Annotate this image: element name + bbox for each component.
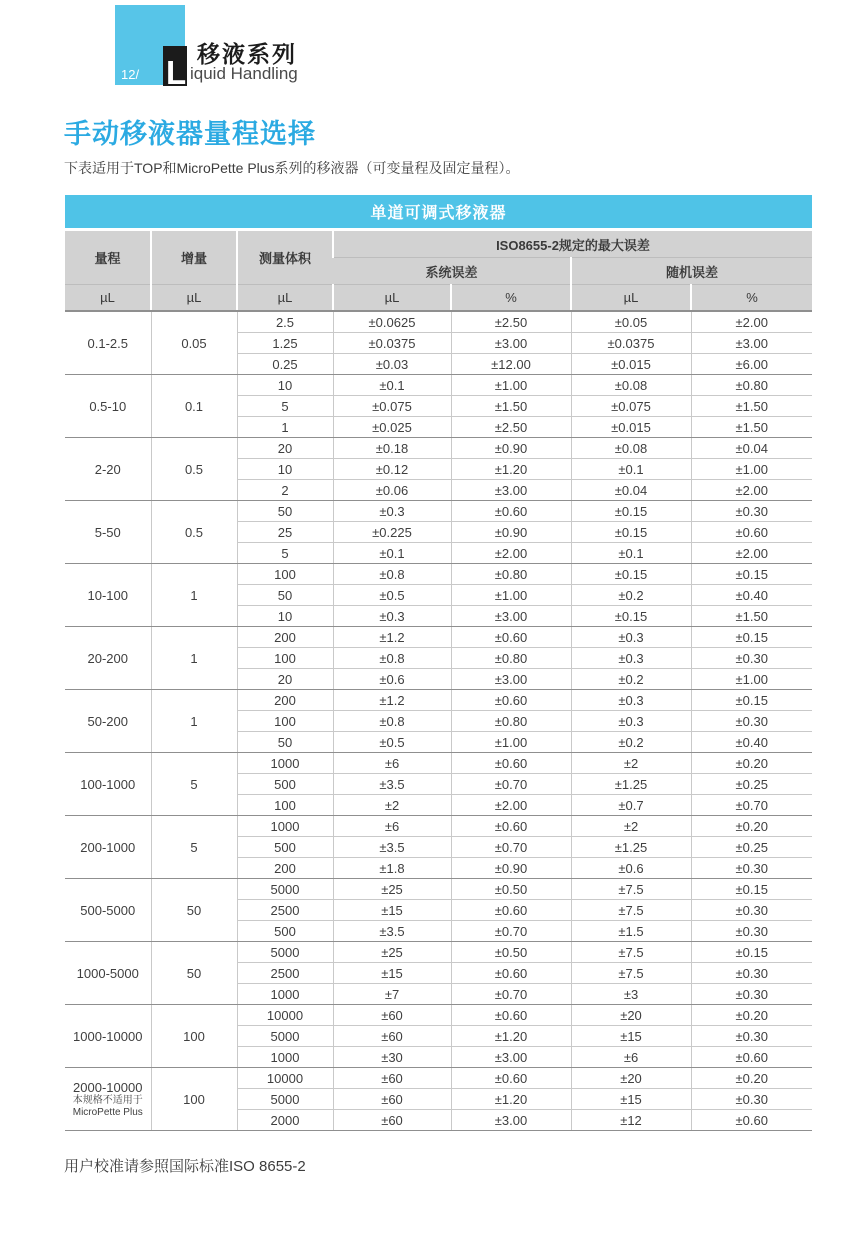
value-cell: 10 — [237, 606, 333, 627]
value-cell: ±15 — [571, 1089, 691, 1110]
value-cell: ±1.20 — [451, 1089, 571, 1110]
value-cell: ±0.60 — [691, 522, 812, 543]
value-cell: 5 — [237, 396, 333, 417]
value-cell: 50 — [237, 585, 333, 606]
table-row — [65, 942, 812, 963]
value-cell: ±0.0625 — [333, 311, 451, 333]
value-cell: ±0.6 — [333, 669, 451, 690]
value-cell: ±0.15 — [571, 522, 691, 543]
value-cell: ±0.80 — [451, 648, 571, 669]
value-cell: ±60 — [333, 1005, 451, 1026]
value-cell: ±1.00 — [451, 732, 571, 753]
table-row — [65, 501, 812, 522]
value-cell: ±0.0375 — [333, 333, 451, 354]
value-cell: ±0.08 — [571, 375, 691, 396]
increment-cell: 1 — [151, 690, 237, 753]
value-cell: ±1.00 — [691, 459, 812, 480]
value-cell: ±1.25 — [571, 837, 691, 858]
value-cell: 100 — [237, 564, 333, 585]
unit-label: µL — [333, 285, 451, 312]
value-cell: ±0.015 — [571, 417, 691, 438]
value-cell: 0.25 — [237, 354, 333, 375]
value-cell: ±0.06 — [333, 480, 451, 501]
value-cell: 5000 — [237, 1026, 333, 1047]
value-cell: ±0.8 — [333, 564, 451, 585]
value-cell: ±0.2 — [571, 732, 691, 753]
value-cell: 10 — [237, 375, 333, 396]
value-cell: ±0.30 — [691, 1089, 812, 1110]
unit-label: % — [451, 285, 571, 312]
value-cell: ±3.00 — [451, 480, 571, 501]
increment-cell: 1 — [151, 564, 237, 627]
value-cell: ±12 — [571, 1110, 691, 1131]
value-cell: ±0.3 — [571, 711, 691, 732]
value-cell: ±0.30 — [691, 984, 812, 1005]
value-cell: 10000 — [237, 1068, 333, 1089]
value-cell: ±0.90 — [451, 522, 571, 543]
table-row — [65, 879, 812, 900]
spec-table — [65, 231, 812, 1131]
range-cell: 500-5000 — [65, 879, 151, 942]
range-note: 本规格不适用于 — [72, 1095, 143, 1106]
value-cell: ±1.2 — [333, 690, 451, 711]
value-cell: ±25 — [333, 942, 451, 963]
value-cell: 1.25 — [237, 333, 333, 354]
increment-cell: 5 — [151, 816, 237, 879]
value-cell: 100 — [237, 795, 333, 816]
value-cell: ±0.1 — [333, 543, 451, 564]
table-row — [65, 753, 812, 774]
table-row — [65, 438, 812, 459]
table-banner: 单道可调式移液器 — [65, 195, 812, 228]
page-subtitle: 下表适用于TOP和MicroPette Plus系列的移液器（可变量程及固定量程）。 — [64, 160, 520, 176]
increment-cell: 100 — [151, 1068, 237, 1131]
value-cell: ±0.15 — [691, 690, 812, 711]
range-cell: 0.5-10 — [65, 375, 151, 438]
value-cell: 2.5 — [237, 311, 333, 333]
value-cell: ±25 — [333, 879, 451, 900]
calibration-note: 用户校准请参照国际标准ISO 8655-2 — [64, 1158, 306, 1175]
value-cell: ±0.15 — [571, 501, 691, 522]
value-cell: ±6 — [333, 816, 451, 837]
col-header-systematic-error: 系统误差 — [333, 258, 571, 285]
value-cell: ±1.00 — [451, 585, 571, 606]
value-cell: ±0.6 — [571, 858, 691, 879]
value-cell: ±2.50 — [451, 417, 571, 438]
value-cell: 2 — [237, 480, 333, 501]
unit-label: % — [691, 285, 812, 312]
value-cell: ±0.70 — [451, 984, 571, 1005]
value-cell: ±0.60 — [451, 1005, 571, 1026]
value-cell: ±0.80 — [691, 375, 812, 396]
value-cell: 1000 — [237, 1047, 333, 1068]
value-cell: ±7.5 — [571, 942, 691, 963]
value-cell: ±2.00 — [451, 795, 571, 816]
increment-cell: 100 — [151, 1005, 237, 1068]
col-header-iso: ISO8655-2规定的最大误差 — [333, 231, 812, 258]
value-cell: 20 — [237, 669, 333, 690]
value-cell: 500 — [237, 921, 333, 942]
value-cell: ±3.5 — [333, 837, 451, 858]
value-cell: ±7.5 — [571, 963, 691, 984]
value-cell: 10000 — [237, 1005, 333, 1026]
value-cell: ±0.30 — [691, 711, 812, 732]
value-cell: ±0.15 — [571, 606, 691, 627]
value-cell: ±1.2 — [333, 627, 451, 648]
value-cell: ±1.50 — [691, 606, 812, 627]
value-cell: 1 — [237, 417, 333, 438]
table-row — [65, 375, 812, 396]
value-cell: 100 — [237, 711, 333, 732]
page-title: 手动移液器量程选择 — [64, 119, 316, 149]
value-cell: 5000 — [237, 879, 333, 900]
value-cell: 25 — [237, 522, 333, 543]
value-cell: ±6.00 — [691, 354, 812, 375]
page-number: 12/ — [121, 67, 140, 82]
value-cell: ±1.50 — [691, 396, 812, 417]
value-cell: ±3.00 — [451, 1047, 571, 1068]
value-cell: ±0.3 — [571, 627, 691, 648]
value-cell: ±0.80 — [451, 564, 571, 585]
value-cell: ±20 — [571, 1068, 691, 1089]
table-row — [65, 816, 812, 837]
value-cell: ±0.015 — [571, 354, 691, 375]
value-cell: ±3 — [571, 984, 691, 1005]
value-cell: ±2 — [333, 795, 451, 816]
value-cell: ±0.3 — [571, 648, 691, 669]
value-cell: 200 — [237, 690, 333, 711]
value-cell: ±0.50 — [451, 942, 571, 963]
col-header-random-error: 随机误差 — [571, 258, 812, 285]
increment-cell: 50 — [151, 879, 237, 942]
value-cell: ±0.25 — [691, 837, 812, 858]
value-cell: ±2.00 — [691, 311, 812, 333]
value-cell: 500 — [237, 837, 333, 858]
range-cell: 200-1000 — [65, 816, 151, 879]
value-cell: ±0.12 — [333, 459, 451, 480]
value-cell: ±0.20 — [691, 753, 812, 774]
value-cell: ±0.60 — [451, 816, 571, 837]
value-cell: ±0.15 — [571, 564, 691, 585]
value-cell: ±3.00 — [451, 606, 571, 627]
value-cell: ±0.70 — [451, 921, 571, 942]
value-cell: ±3.00 — [691, 333, 812, 354]
value-cell: ±1.50 — [451, 396, 571, 417]
value-cell: ±0.40 — [691, 585, 812, 606]
value-cell: ±0.60 — [451, 1068, 571, 1089]
value-cell: ±0.20 — [691, 1005, 812, 1026]
range-cell: 2000-10000 本规格不适用于 MicroPette Plus — [65, 1068, 151, 1131]
value-cell: ±1.20 — [451, 1026, 571, 1047]
table-row — [65, 1068, 812, 1089]
value-cell: ±7 — [333, 984, 451, 1005]
value-cell: ±0.3 — [333, 501, 451, 522]
value-cell: ±60 — [333, 1026, 451, 1047]
table-row — [65, 690, 812, 711]
unit-label: µL — [65, 285, 151, 312]
value-cell: ±0.075 — [571, 396, 691, 417]
value-cell: ±0.1 — [571, 543, 691, 564]
increment-cell: 1 — [151, 627, 237, 690]
value-cell: ±0.30 — [691, 1026, 812, 1047]
value-cell: ±6 — [571, 1047, 691, 1068]
value-cell: 500 — [237, 774, 333, 795]
value-cell: ±0.60 — [451, 627, 571, 648]
value-cell: ±0.04 — [691, 438, 812, 459]
range-cell: 10-100 — [65, 564, 151, 627]
value-cell: ±0.80 — [451, 711, 571, 732]
value-cell: ±0.0375 — [571, 333, 691, 354]
value-cell: ±15 — [333, 900, 451, 921]
value-cell: ±0.60 — [691, 1110, 812, 1131]
value-cell: ±60 — [333, 1110, 451, 1131]
value-cell: ±1.00 — [691, 669, 812, 690]
value-cell: ±0.20 — [691, 816, 812, 837]
value-cell: ±0.60 — [451, 690, 571, 711]
value-cell: ±0.225 — [333, 522, 451, 543]
value-cell: 1000 — [237, 816, 333, 837]
value-cell: ±0.60 — [451, 963, 571, 984]
series-title-en: iquid Handling — [190, 64, 298, 83]
spec-table-container — [65, 195, 812, 1131]
value-cell: 100 — [237, 648, 333, 669]
value-cell: ±20 — [571, 1005, 691, 1026]
value-cell: ±0.15 — [691, 942, 812, 963]
increment-cell: 50 — [151, 942, 237, 1005]
unit-label: µL — [237, 285, 333, 312]
value-cell: ±0.25 — [691, 774, 812, 795]
value-cell: ±60 — [333, 1068, 451, 1089]
value-cell: ±0.5 — [333, 732, 451, 753]
value-cell: ±1.5 — [571, 921, 691, 942]
value-cell: ±0.30 — [691, 648, 812, 669]
value-cell: 50 — [237, 732, 333, 753]
value-cell: 200 — [237, 858, 333, 879]
value-cell: ±30 — [333, 1047, 451, 1068]
range-cell: 1000-5000 — [65, 942, 151, 1005]
increment-cell: 0.1 — [151, 375, 237, 438]
col-header-test-volume: 测量体积 — [237, 231, 333, 285]
value-cell: ±3.5 — [333, 921, 451, 942]
increment-cell: 5 — [151, 753, 237, 816]
series-title-cn: 移液系列 — [197, 41, 297, 67]
value-cell: ±12.00 — [451, 354, 571, 375]
value-cell: ±0.50 — [451, 879, 571, 900]
value-cell: ±3.00 — [451, 1110, 571, 1131]
value-cell: 2500 — [237, 900, 333, 921]
value-cell: 10 — [237, 459, 333, 480]
value-cell: ±2 — [571, 753, 691, 774]
unit-label: µL — [571, 285, 691, 312]
value-cell: ±0.60 — [451, 900, 571, 921]
col-header-range: 量程 — [65, 231, 151, 285]
value-cell: ±0.8 — [333, 711, 451, 732]
value-cell: 2500 — [237, 963, 333, 984]
value-cell: ±0.90 — [451, 858, 571, 879]
col-header-increment: 增量 — [151, 231, 237, 285]
value-cell: 200 — [237, 627, 333, 648]
range-cell: 5-50 — [65, 501, 151, 564]
value-cell: ±15 — [571, 1026, 691, 1047]
value-cell: ±0.025 — [333, 417, 451, 438]
range-cell: 2-20 — [65, 438, 151, 501]
value-cell: ±0.20 — [691, 1068, 812, 1089]
value-cell: ±0.15 — [691, 879, 812, 900]
table-row — [65, 564, 812, 585]
value-cell: ±15 — [333, 963, 451, 984]
table-row — [65, 311, 812, 333]
value-cell: 5 — [237, 543, 333, 564]
value-cell: ±60 — [333, 1089, 451, 1110]
value-cell: ±0.70 — [451, 774, 571, 795]
value-cell: ±0.3 — [571, 690, 691, 711]
spec-table-body — [65, 311, 812, 1131]
value-cell: ±0.3 — [333, 606, 451, 627]
value-cell: ±0.03 — [333, 354, 451, 375]
value-cell: ±0.5 — [333, 585, 451, 606]
range-cell: 20-200 — [65, 627, 151, 690]
range-cell: 50-200 — [65, 690, 151, 753]
value-cell: ±0.70 — [451, 837, 571, 858]
value-cell: ±0.40 — [691, 732, 812, 753]
value-cell: 20 — [237, 438, 333, 459]
increment-cell: 0.5 — [151, 438, 237, 501]
value-cell: ±0.15 — [691, 627, 812, 648]
range-cell: 100-1000 — [65, 753, 151, 816]
value-cell: 50 — [237, 501, 333, 522]
brand-l-letter: L — [166, 53, 187, 91]
value-cell: ±0.7 — [571, 795, 691, 816]
value-cell: ±0.30 — [691, 921, 812, 942]
value-cell: 5000 — [237, 942, 333, 963]
value-cell: ±1.20 — [451, 459, 571, 480]
value-cell: ±6 — [333, 753, 451, 774]
value-cell: ±0.30 — [691, 858, 812, 879]
value-cell: ±0.2 — [571, 669, 691, 690]
range-note: MicroPette Plus — [72, 1106, 143, 1118]
value-cell: ±0.075 — [333, 396, 451, 417]
unit-label: µL — [151, 285, 237, 312]
value-cell: ±2.50 — [451, 311, 571, 333]
value-cell: 1000 — [237, 753, 333, 774]
table-row — [65, 1005, 812, 1026]
value-cell: ±2 — [571, 816, 691, 837]
value-cell: ±0.90 — [451, 438, 571, 459]
value-cell: ±0.70 — [691, 795, 812, 816]
value-cell: ±0.30 — [691, 501, 812, 522]
value-cell: ±1.8 — [333, 858, 451, 879]
value-cell: ±1.25 — [571, 774, 691, 795]
value-cell: ±0.60 — [451, 753, 571, 774]
value-cell: 1000 — [237, 984, 333, 1005]
value-cell: ±2.00 — [451, 543, 571, 564]
increment-cell: 0.5 — [151, 501, 237, 564]
value-cell: ±3.00 — [451, 333, 571, 354]
value-cell: ±0.30 — [691, 900, 812, 921]
value-cell: ±7.5 — [571, 879, 691, 900]
value-cell: ±0.60 — [451, 501, 571, 522]
value-cell: ±0.18 — [333, 438, 451, 459]
value-cell: ±0.2 — [571, 585, 691, 606]
value-cell: ±2.00 — [691, 543, 812, 564]
value-cell: 2000 — [237, 1110, 333, 1131]
value-cell: ±7.5 — [571, 900, 691, 921]
brand-l-icon — [163, 46, 187, 91]
value-cell: ±0.05 — [571, 311, 691, 333]
spec-table-head — [65, 231, 812, 311]
increment-cell: 0.05 — [151, 311, 237, 375]
range-cell: 0.1-2.5 — [65, 311, 151, 375]
value-cell: ±0.30 — [691, 963, 812, 984]
value-cell: ±2.00 — [691, 480, 812, 501]
range-cell: 1000-10000 — [65, 1005, 151, 1068]
value-cell: ±0.04 — [571, 480, 691, 501]
table-row — [65, 627, 812, 648]
value-cell: ±0.60 — [691, 1047, 812, 1068]
value-cell: ±0.8 — [333, 648, 451, 669]
value-cell: ±3.5 — [333, 774, 451, 795]
value-cell: 5000 — [237, 1089, 333, 1110]
value-cell: ±0.08 — [571, 438, 691, 459]
value-cell: ±0.1 — [571, 459, 691, 480]
value-cell: ±0.1 — [333, 375, 451, 396]
value-cell: ±3.00 — [451, 669, 571, 690]
value-cell: ±1.50 — [691, 417, 812, 438]
value-cell: ±0.15 — [691, 564, 812, 585]
value-cell: ±1.00 — [451, 375, 571, 396]
